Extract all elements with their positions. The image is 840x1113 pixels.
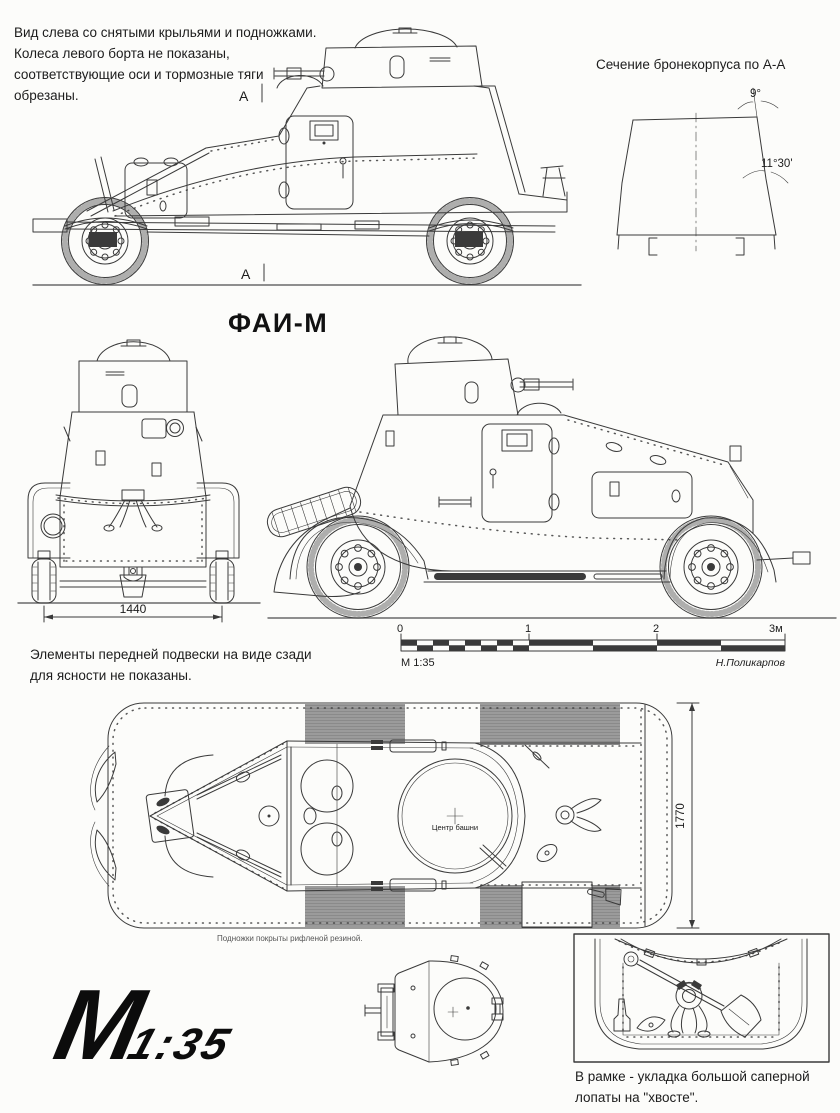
- scale-label: М 1:35: [401, 657, 435, 669]
- angle-annotation-lower: [743, 158, 793, 183]
- hood-panel: [592, 472, 692, 518]
- suspension-bracket: [104, 490, 162, 531]
- section-mark-top: [239, 84, 262, 104]
- inset-caption: [575, 1066, 810, 1108]
- section-mark-bottom: [241, 264, 264, 282]
- turret-center-label: Центр башни: [431, 823, 479, 832]
- note-suspension: [30, 644, 312, 686]
- shovel: [624, 952, 761, 1037]
- machine-gun: [274, 67, 334, 81]
- svg-text:А: А: [241, 266, 251, 282]
- caption-line: В рамке - укладка большой саперной: [575, 1069, 810, 1084]
- roof-hatches: [301, 760, 353, 875]
- side-view-left-drawing: [25, 20, 585, 295]
- wheel-right: [210, 551, 234, 603]
- front-wheel: [660, 516, 762, 618]
- hull: [274, 415, 810, 597]
- dim-body-width: [675, 703, 699, 928]
- chassis-frame: [33, 217, 555, 247]
- tick-label: 2: [653, 623, 660, 635]
- running-boards: [305, 704, 620, 927]
- note-line: Вид слева со снятыми крыльями и подножками.: [14, 25, 317, 40]
- caption-line: лопаты на "хвосте".: [575, 1090, 699, 1105]
- note-footboards: Подножки покрыты рифленой резиной.: [217, 934, 363, 943]
- side-door: [482, 424, 559, 522]
- turret: [395, 337, 573, 415]
- note-line: соответствующие оси и тормозные тяги: [14, 67, 264, 82]
- svg-text:1440: 1440: [119, 602, 147, 616]
- svg-text:9°: 9°: [750, 88, 761, 100]
- scale-logo-ratio: 1:35: [122, 1020, 239, 1069]
- spare-tire: [264, 484, 364, 540]
- headlight: [41, 514, 65, 538]
- hull-plan: [146, 741, 641, 891]
- rear-view-drawing: [12, 335, 264, 635]
- svg-text:А: А: [239, 88, 249, 104]
- running-board-tread: [434, 573, 586, 580]
- author-signature: Н.Поликарпов: [715, 657, 785, 669]
- note-line: обрезаны.: [14, 88, 79, 103]
- angle-annotation-top: [738, 88, 778, 117]
- hull-cross-section: [617, 113, 776, 255]
- tools: [614, 999, 665, 1031]
- note-line: для ясности не показаны.: [30, 668, 192, 683]
- inset-shovel-drawing: [573, 933, 831, 1065]
- side-view-right-drawing: [262, 330, 840, 630]
- stowage-box: [522, 882, 592, 927]
- fender-sections: [91, 746, 116, 886]
- scale-bar-segments: [401, 640, 785, 651]
- tick-label: 1: [525, 623, 532, 635]
- mount-bracket: [668, 980, 710, 1037]
- hull-rear: [56, 412, 210, 597]
- hull: [87, 75, 567, 218]
- svg-text:11°30': 11°30': [761, 158, 793, 170]
- note-line: Колеса левого борта не показаны,: [14, 46, 230, 61]
- fenders: [290, 518, 776, 582]
- scale-logo-letter: М: [46, 969, 154, 1081]
- turret-rear: [79, 340, 187, 412]
- plan-view-drawing: [85, 696, 710, 941]
- section-aa-title: Сечение бронекорпуса по А-А: [596, 57, 786, 72]
- driver-dome: [517, 403, 561, 415]
- section-aa-drawing: [595, 75, 835, 275]
- vehicle-title: ФАИ-М: [228, 308, 329, 338]
- turret: [274, 28, 482, 88]
- tick-label: 0: [397, 623, 404, 635]
- note-line: Элементы передней подвески на виде сзади: [30, 647, 312, 662]
- turret-top-view-drawing: [365, 948, 565, 1073]
- machine-gun: [511, 378, 573, 392]
- wheel-left: [32, 551, 56, 603]
- dim-track-width: [44, 602, 222, 622]
- machine-gun-barrel: [365, 1005, 381, 1016]
- scale-bar: [393, 622, 823, 674]
- turret-top-view: [365, 956, 503, 1066]
- tail-plate: [595, 939, 807, 1049]
- rear-wheel: [307, 516, 409, 618]
- tick-label: 3м: [769, 623, 783, 635]
- svg-text:1770: 1770: [675, 803, 687, 829]
